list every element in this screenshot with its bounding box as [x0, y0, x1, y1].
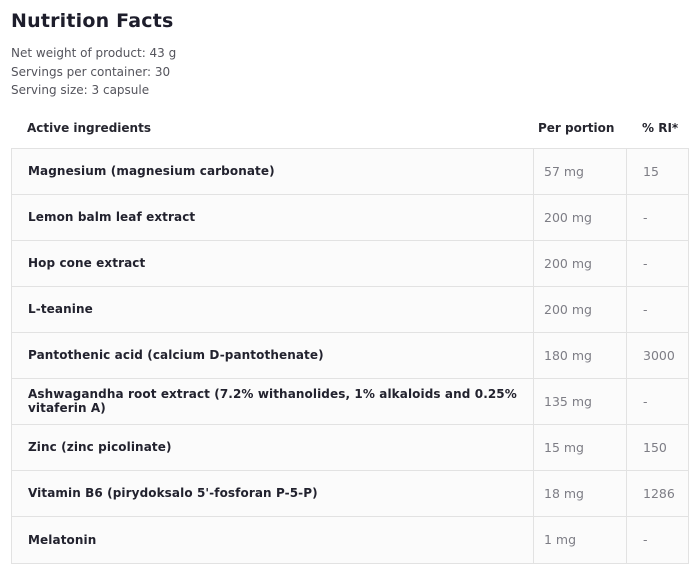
product-meta: [11, 44, 689, 100]
ri-value: 15: [626, 149, 688, 194]
ingredient-name: Pantothenic acid (calcium D-pantothenate): [28, 348, 324, 362]
table-row: [12, 195, 688, 241]
ri-value: -: [626, 517, 688, 563]
ingredient-name: L-teanine: [28, 302, 93, 316]
per-portion-value: 18 mg: [533, 471, 626, 516]
ingredient-name: Ashwagandha root extract (7.2% withanolides, 1% alkaloids and 0.25% vitaferin A): [28, 387, 517, 415]
table-row: [12, 241, 688, 287]
per-portion-value: 180 mg: [533, 333, 626, 378]
per-portion-value: 57 mg: [533, 149, 626, 194]
column-header-active-ingredients: Active ingredients: [27, 120, 151, 135]
servings-per-container-line: Servings per container: 30: [11, 64, 171, 79]
ingredient-name: Vitamin B6 (pirydoksalo 5'-fosforan P-5-P): [28, 486, 318, 500]
table-header-row: [11, 108, 689, 148]
table-row: [12, 287, 688, 333]
column-header-ri: % RI*: [642, 120, 679, 135]
ri-value: -: [626, 287, 688, 332]
ri-value: 150: [626, 425, 688, 470]
ingredient-name: Hop cone extract: [28, 256, 146, 270]
ingredient-name: Lemon balm leaf extract: [28, 210, 196, 224]
table-row: [12, 471, 688, 517]
ri-value: -: [626, 241, 688, 286]
ingredient-name: Zinc (zinc picolinate): [28, 440, 172, 454]
ingredient-name: Melatonin: [28, 532, 97, 547]
per-portion-value: 15 mg: [533, 425, 626, 470]
per-portion-value: 200 mg: [533, 195, 626, 240]
nutrition-table: [11, 148, 689, 564]
table-row: [12, 517, 688, 563]
per-portion-value: 200 mg: [533, 241, 626, 286]
ri-value: 3000: [626, 333, 688, 378]
table-row: [12, 333, 688, 379]
table-row: [12, 425, 688, 471]
serving-size-line: Serving size: 3 capsule: [11, 83, 150, 97]
per-portion-value: 200 mg: [533, 287, 626, 332]
column-header-per-portion: Per portion: [538, 120, 615, 135]
per-portion-value: 135 mg: [533, 379, 626, 424]
ingredient-name: Magnesium (magnesium carbonate): [28, 164, 275, 178]
ri-value: -: [626, 379, 688, 424]
ri-value: -: [626, 195, 688, 240]
table-row: [12, 149, 688, 195]
ri-value: 1286: [626, 471, 688, 516]
per-portion-value: 1 mg: [533, 517, 626, 563]
page-title: Nutrition Facts: [11, 10, 174, 32]
table-row: [12, 379, 688, 425]
net-weight-line: Net weight of product: 43 g: [11, 46, 177, 60]
